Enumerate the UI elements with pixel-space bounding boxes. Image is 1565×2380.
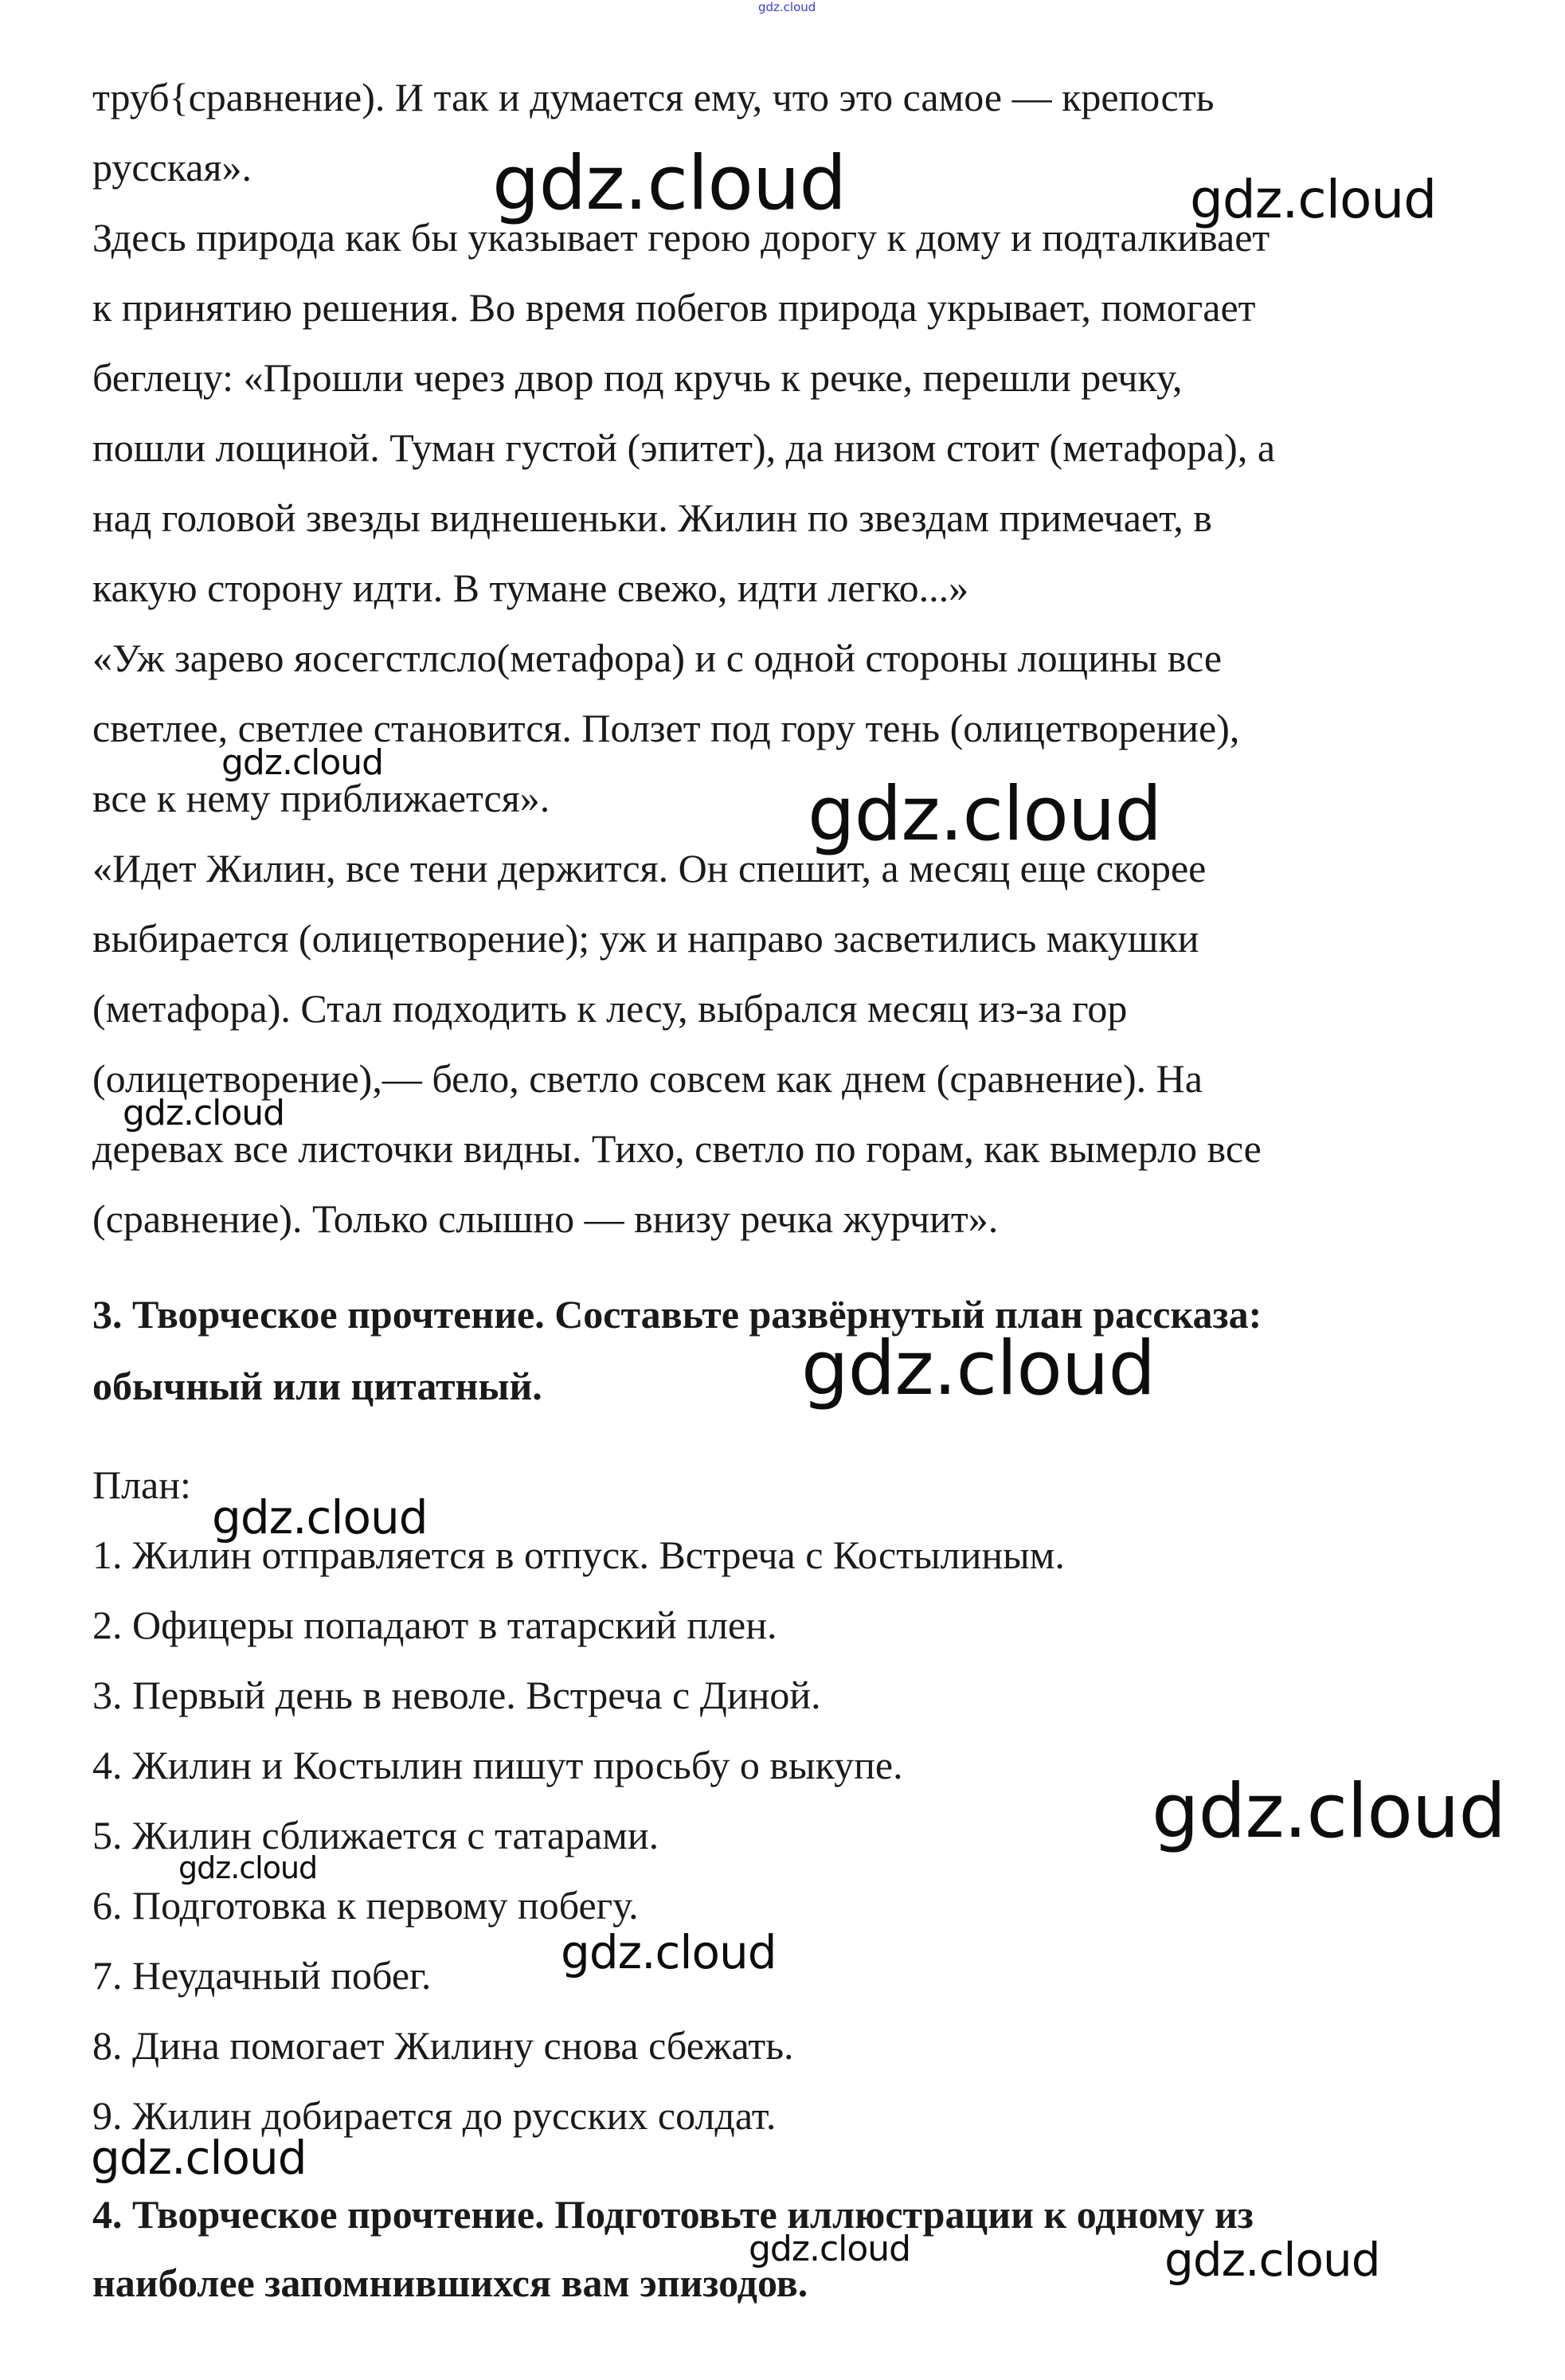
- plan-heading: План:: [92, 1462, 191, 1507]
- plan-item: 7. Неудачный побег.: [92, 1953, 432, 1998]
- watermark: gdz.cloud: [1164, 2233, 1380, 2287]
- text-line: к принятию решения. Во время побегов природа укрывает, помогает: [92, 285, 1256, 330]
- text-line: беглецу: «Прошли через двор под кручь к речке, перешли речку,: [92, 355, 1183, 400]
- plan-item: 1. Жилин отправляется в отпуск. Встреча с Костылиным.: [92, 1533, 1065, 1577]
- task-4-heading-line-2: наиболее запомнившихся вам эпизодов.: [92, 2261, 808, 2305]
- watermark: gdz.cloud: [492, 140, 847, 227]
- watermark: gdz.cloud: [561, 1925, 777, 1979]
- watermark: gdz.cloud: [1152, 1768, 1506, 1855]
- watermark: gdz.cloud: [1190, 169, 1437, 230]
- task-4-heading-line-1: 4. Творческое прочтение. Подготовьте иллюстрации к одному из: [92, 2192, 1254, 2237]
- task-3-heading-line-2: обычный или цитатный.: [92, 1364, 542, 1408]
- plan-item: 5. Жилин сближается с татарами.: [92, 1813, 659, 1857]
- plan-item: 2. Офицеры попадают в татарский плен.: [92, 1603, 777, 1647]
- text-line: светлее, светлее становится. Ползет под гору тень (олицетворение),: [92, 706, 1240, 750]
- text-line: над головой звезды виднешеньки. Жилин по звездам примечает, в: [92, 495, 1212, 540]
- text-line: какую сторону идти. В тумане свежо, идти легко...»: [92, 566, 969, 610]
- text-line: «Уж зарево яосегстлсло(метафора) и с одной стороны лощины все: [92, 636, 1223, 680]
- watermark: gdz.cloud: [212, 1490, 428, 1544]
- plan-item: 4. Жилин и Костылин пишут просьбу о выкупе.: [92, 1743, 903, 1787]
- watermark: gdz.cloud: [91, 2131, 307, 2185]
- watermark: gdz.cloud: [123, 1093, 285, 1133]
- text-line: (олицетворение),— бело, светло совсем как днем (сравнение). На: [92, 1056, 1203, 1101]
- text-line: деревах все листочки видны. Тихо, светло по горам, как вымерло все: [92, 1126, 1262, 1171]
- plan-item: 3. Первый день в неволе. Встреча с Диной.: [92, 1673, 821, 1717]
- plan-item: 6. Подготовка к первому побегу.: [92, 1883, 639, 1928]
- watermark: gdz.cloud: [801, 1325, 1156, 1412]
- text-line: выбирается (олицетворение); уж и направо засветились макушки: [92, 916, 1199, 961]
- text-line: (метафора). Стал подходить к лесу, выбрался месяц из-за гор: [92, 986, 1128, 1031]
- watermark: gdz.cloud: [221, 742, 384, 783]
- watermark: gdz.cloud: [808, 771, 1162, 858]
- text-line: «Идет Жилин, все тени держится. Он спешит, а месяц еще скорее: [92, 846, 1207, 891]
- plan-item: 9. Жилин добирается до русских солдат.: [92, 2093, 777, 2138]
- plan-item: 8. Дина помогает Жилину снова сбежать.: [92, 2023, 794, 2068]
- text-line: (сравнение). Только слышно — внизу речка журчит».: [92, 1196, 999, 1241]
- text-line: труб{сравнение). И так и думается ему, что это самое — крепость: [92, 75, 1215, 119]
- text-line: все к нему приближается».: [92, 776, 550, 820]
- text-line: пошли лощиной. Туман густой (эпитет), да низом стоит (метафора), а: [92, 425, 1276, 470]
- text-line: Здесь природа как бы указывает герою дорогу к дому и подталкивает: [92, 215, 1270, 260]
- task-3-heading-line-1: 3. Творческое прочтение. Составьте развёрнутый план рассказа:: [92, 1292, 1262, 1337]
- watermark: gdz.cloud: [178, 1850, 318, 1885]
- watermark-top: gdz.cloud: [758, 0, 816, 14]
- watermark: gdz.cloud: [749, 2229, 911, 2269]
- text-line: русская».: [92, 145, 252, 190]
